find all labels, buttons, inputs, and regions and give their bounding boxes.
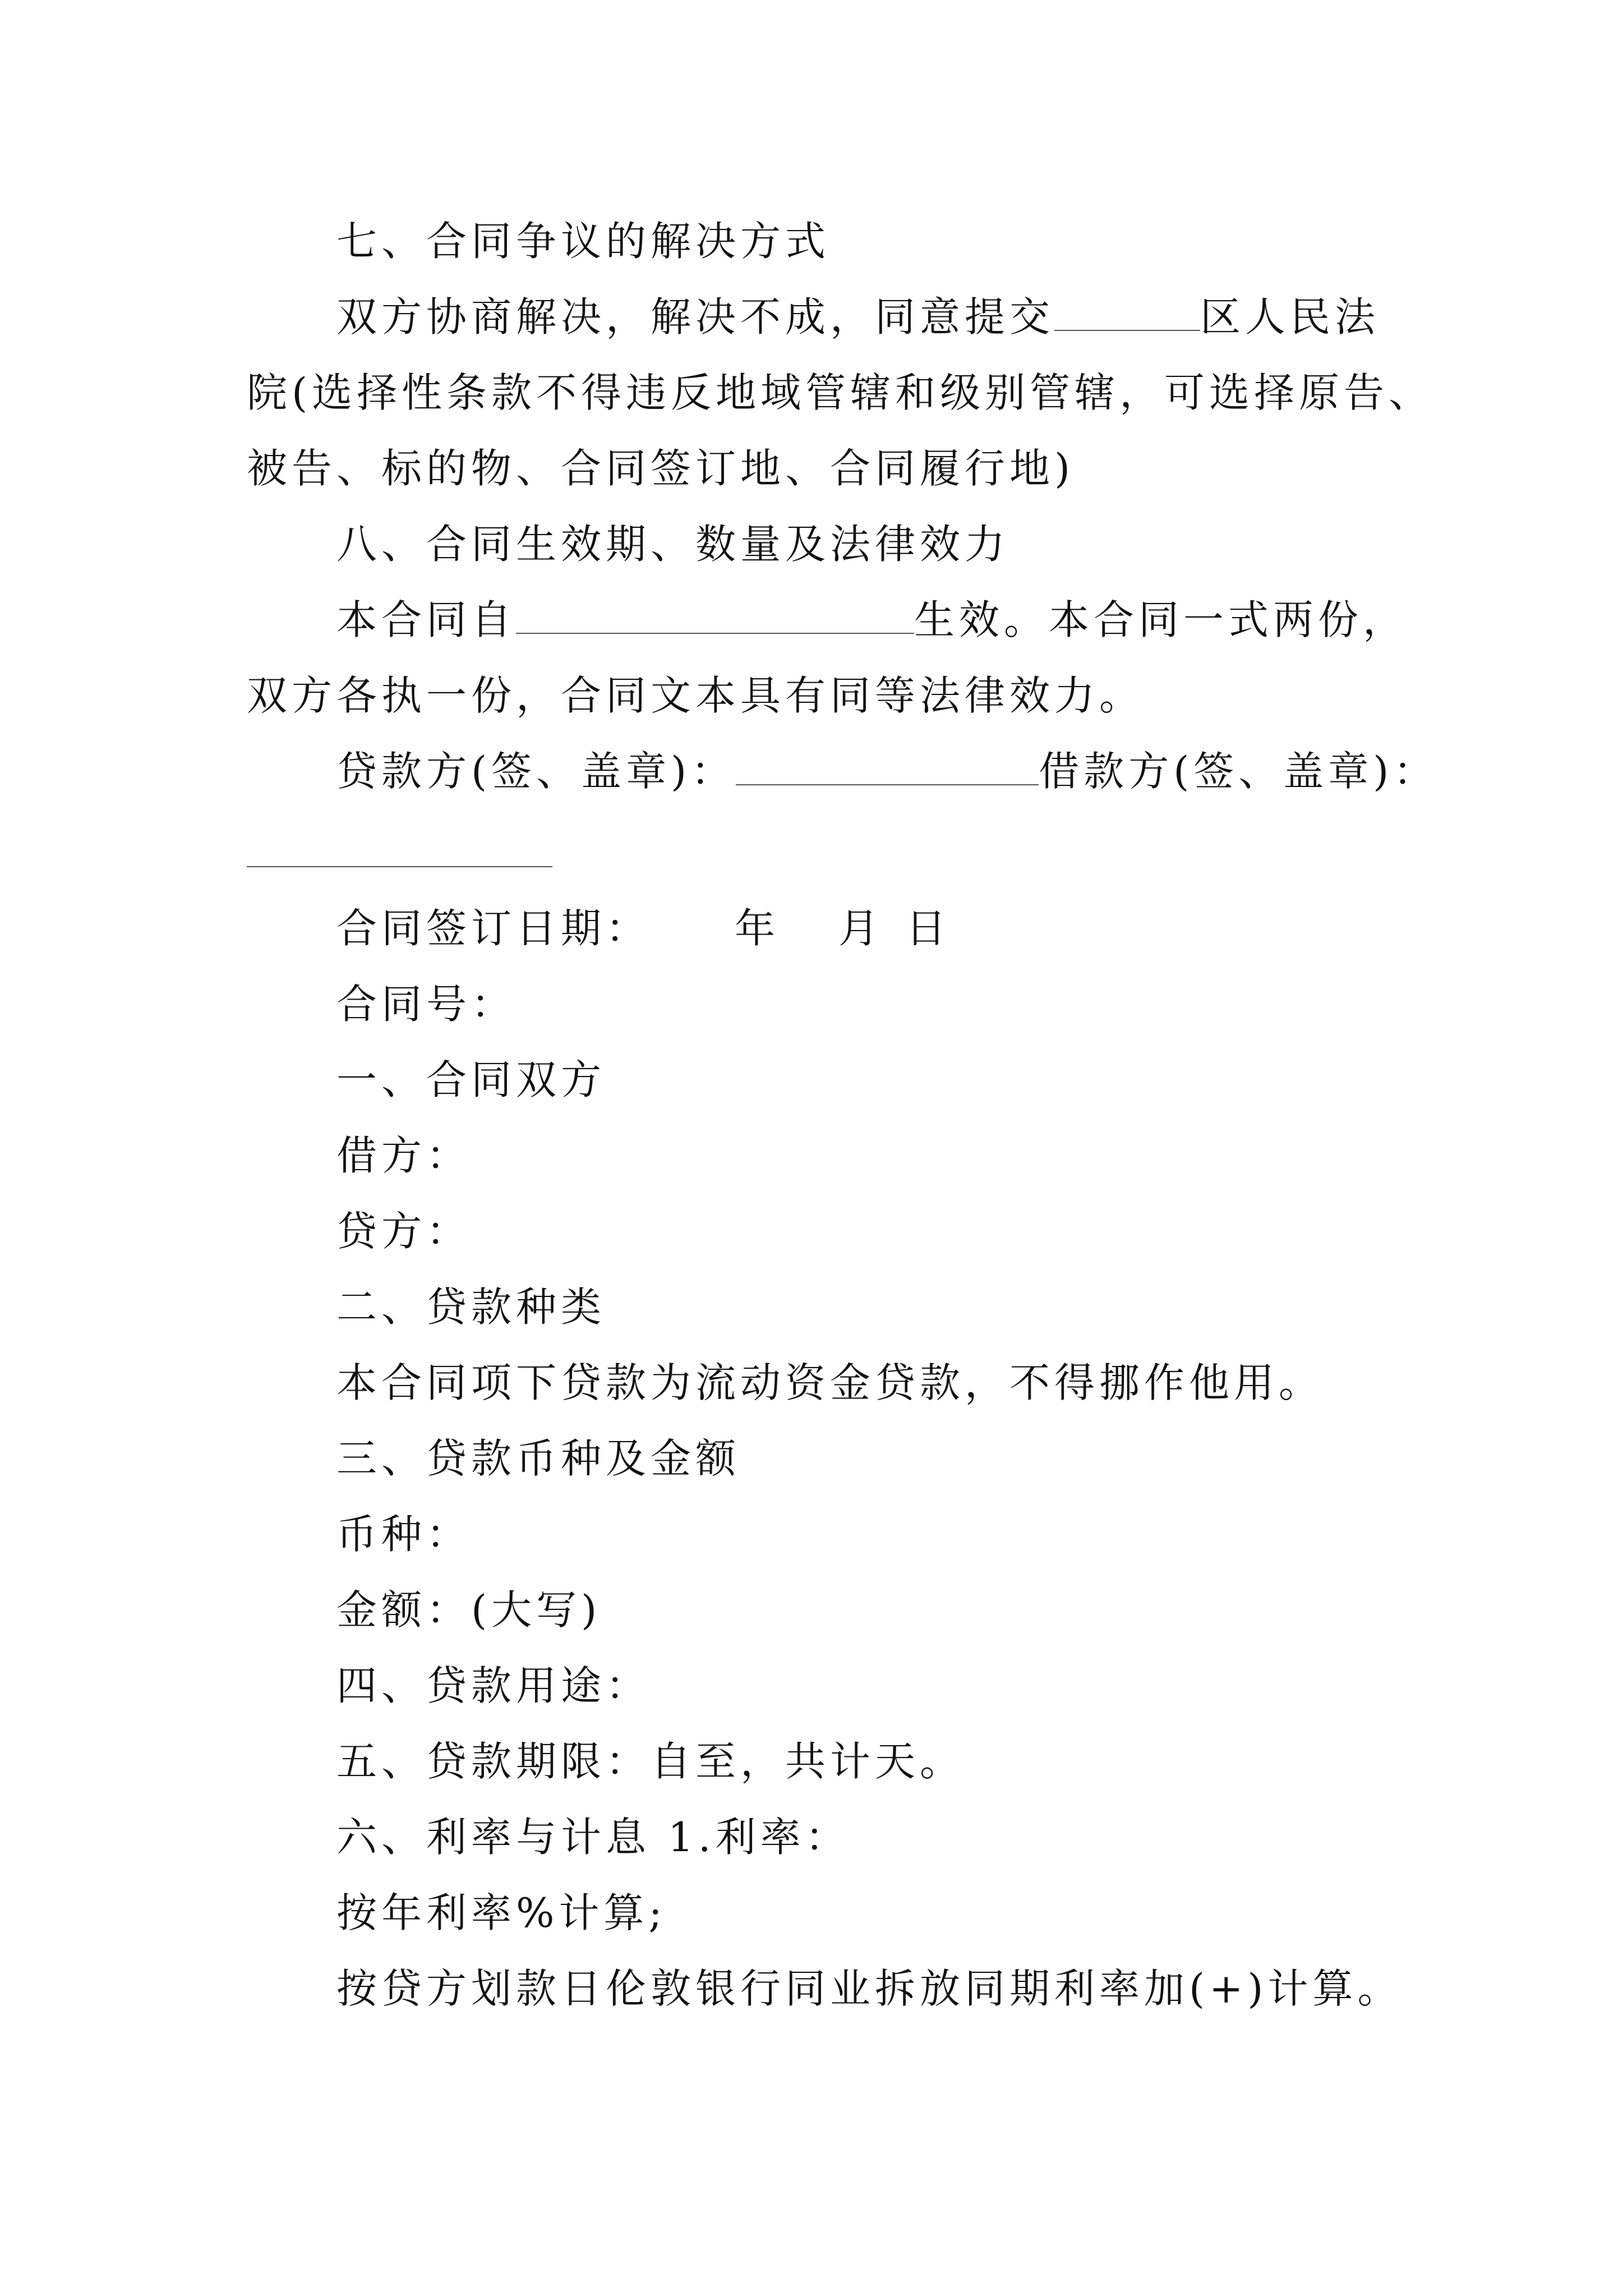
section-7-paragraph-line-1: 双方协商解决，解决不成，同意提交 区人民法: [336, 293, 1380, 341]
section-7-paragraph-line-2: 院(选择性条款不得违反地域管辖和级别管辖，可选择原告、: [247, 369, 1434, 416]
section-8-heading: 八、合同生效期、数量及法律效力: [336, 521, 1010, 568]
lender-signature-blank: [736, 747, 1039, 785]
clause-2-heading: 二、贷款种类: [336, 1283, 606, 1331]
clause-2-text: 本合同项下贷款为流动资金贷款，不得挪作他用。: [336, 1359, 1324, 1406]
clause-4-heading: 四、贷款用途：: [336, 1662, 651, 1709]
clause-5-heading: 五、贷款期限：自至，共计天。: [336, 1738, 965, 1785]
section-7-heading: 七、合同争议的解决方式: [336, 218, 831, 265]
lender-signature-label: 贷款方(签、盖章)：: [336, 748, 736, 795]
currency-field: 币种：: [336, 1511, 472, 1558]
signature-line: [336, 743, 1438, 799]
clause-6-rate-option-1: 按年利率%计算;: [336, 1889, 667, 1936]
lender-field: 贷方：: [336, 1208, 472, 1255]
court-blank-line: [1054, 293, 1200, 331]
borrower-field: 借方：: [336, 1132, 472, 1179]
effective-date-blank-line: [516, 596, 914, 634]
clause-1-heading: 一、合同双方: [336, 1056, 606, 1103]
borrower-signature-label: 借款方(签、盖章)：: [1039, 748, 1438, 795]
contract-date-line: 合同签订日期： 年 月 日: [336, 905, 951, 952]
section-7-paragraph-line-3: 被告、标的物、合同签订地、合同履行地): [247, 445, 1075, 492]
contract-number: 合同号：: [336, 981, 517, 1028]
section-8-paragraph-line-1: 本合同自 生效。本合同一式两份，: [336, 596, 1408, 643]
clause-3-heading: 三、贷款币种及金额: [336, 1435, 741, 1482]
borrower-signature-blank: [247, 866, 552, 867]
clause-6-rate-option-2: 按贷方划款日伦敦银行同业拆放同期利率加(+)计算。: [336, 1965, 1403, 2012]
clause-6-heading: 六、利率与计息 1.利率：: [336, 1814, 850, 1861]
section-8-paragraph-line-2: 双方各执一份，合同文本具有同等法律效力。: [247, 672, 1145, 719]
amount-field: 金额：(大写): [336, 1586, 602, 1634]
